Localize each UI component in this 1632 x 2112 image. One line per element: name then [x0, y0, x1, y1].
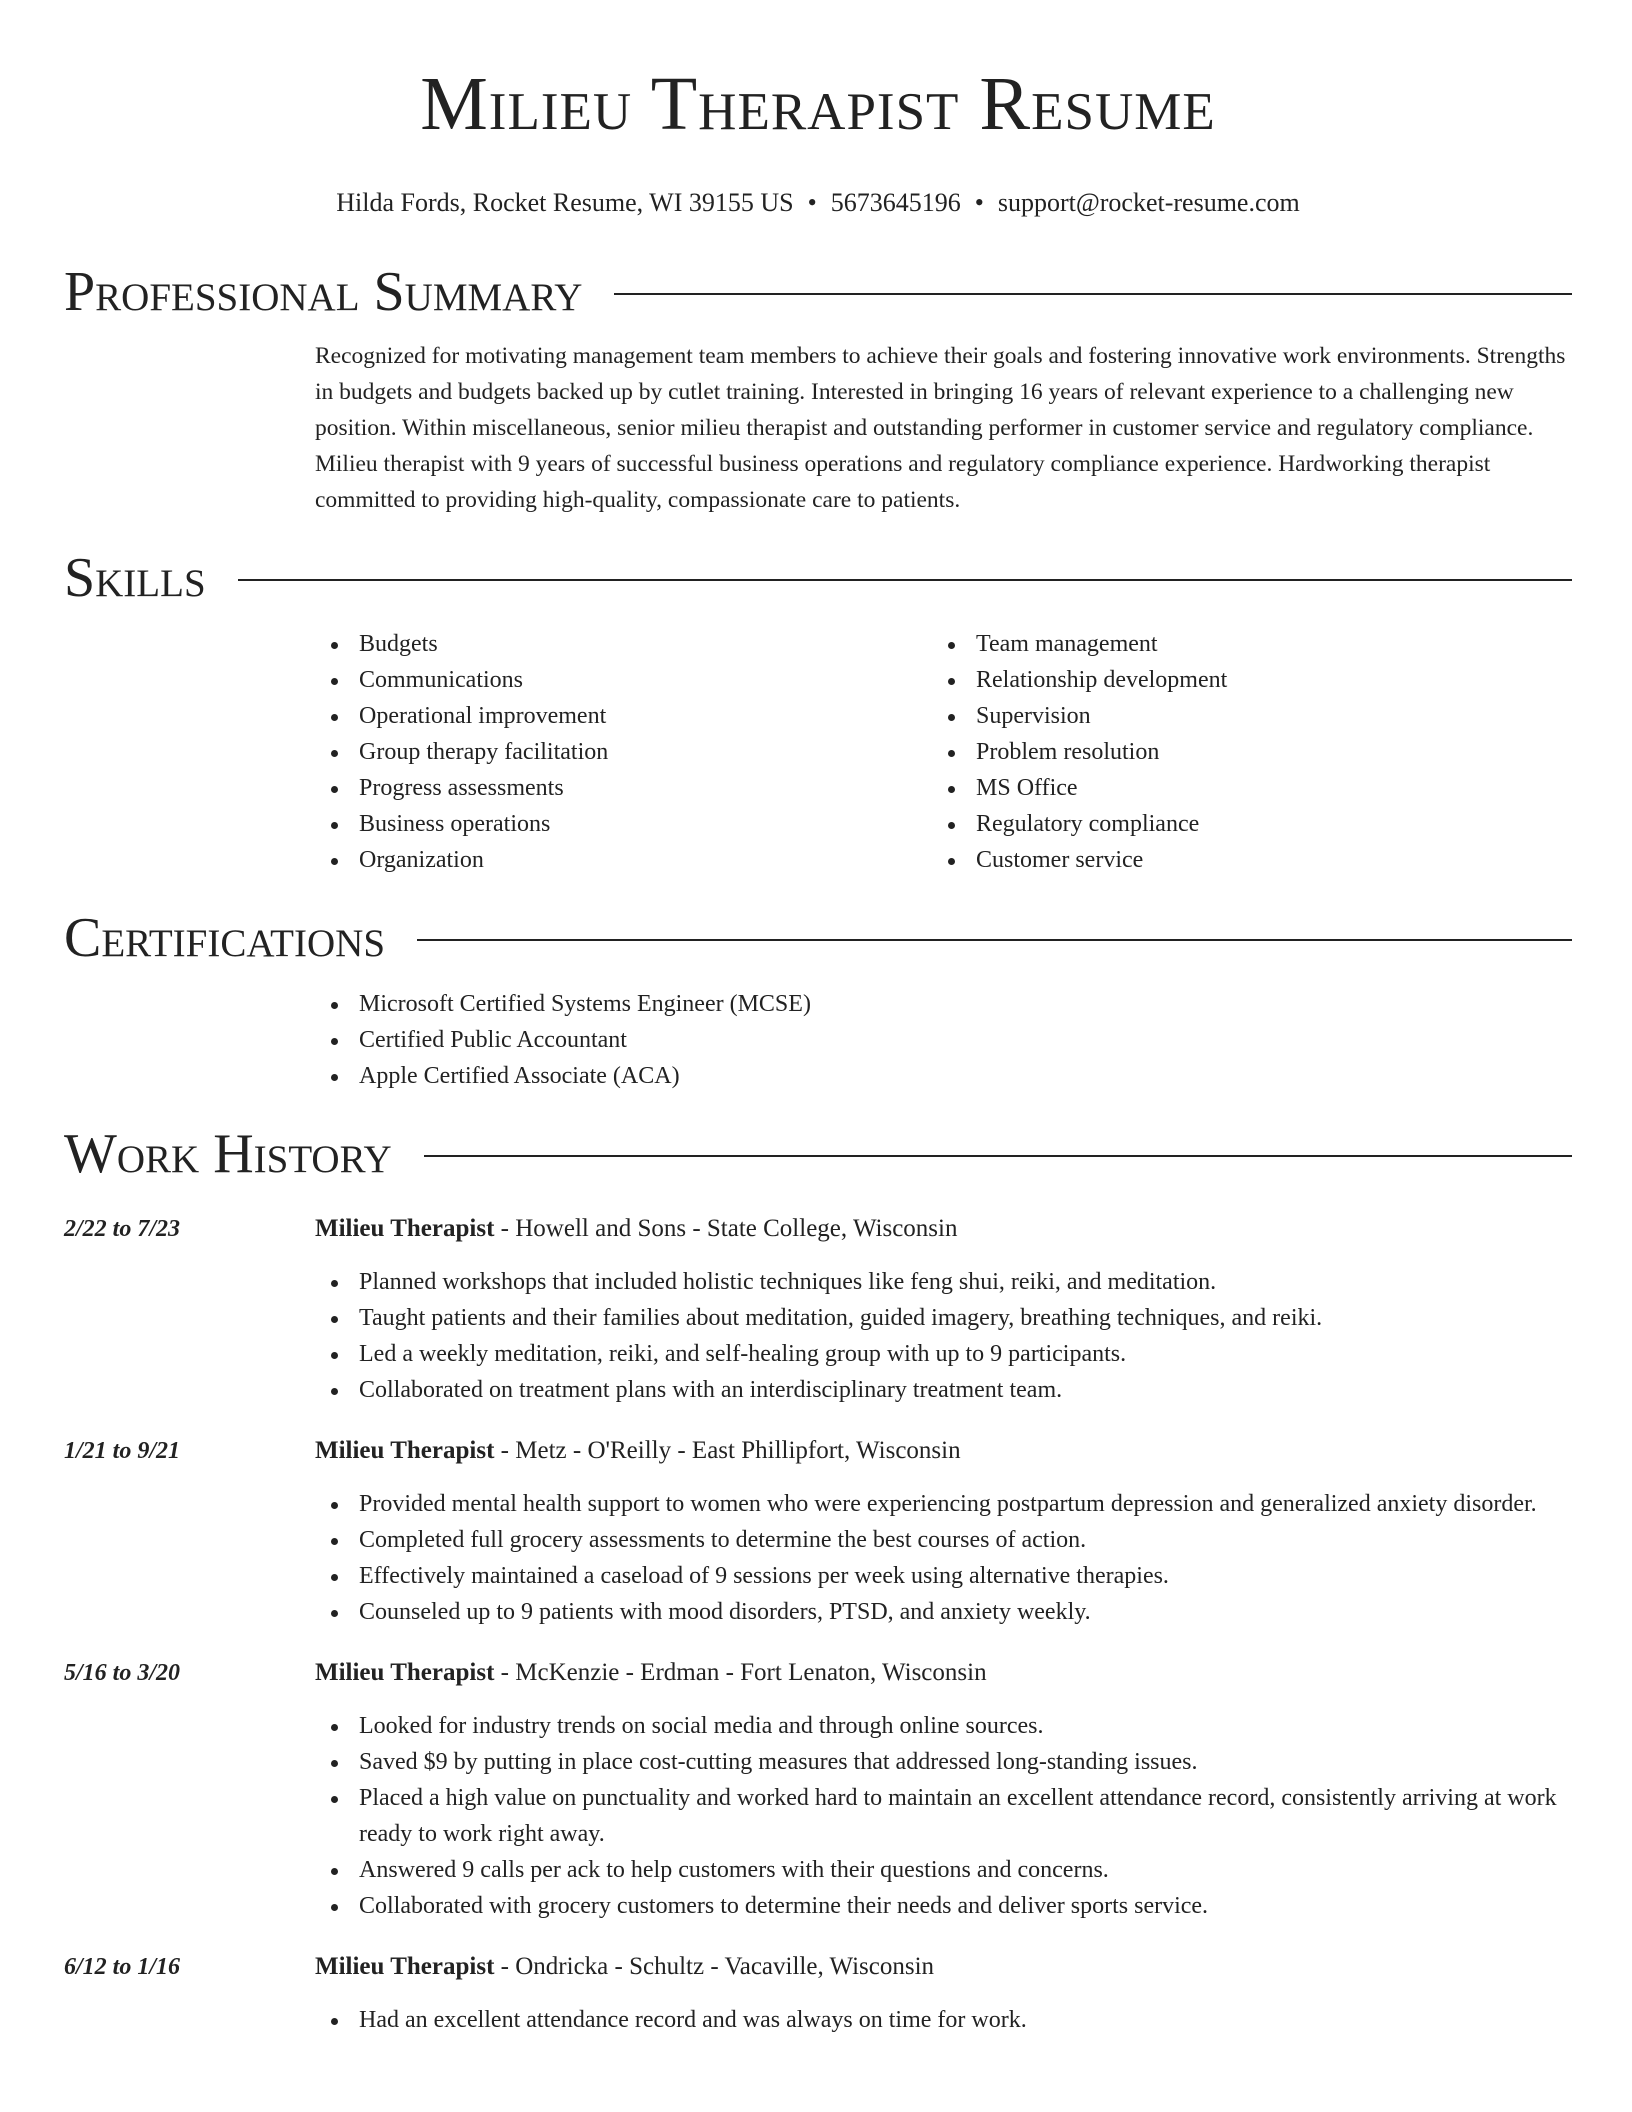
job-bullet: Saved $9 by putting in place cost-cutting measures that addressed long-standing issues. [315, 1744, 1572, 1780]
work-section-header [64, 1124, 1572, 1184]
job-bullet: Counseled up to 9 patients with mood disorders, PTSD, and anxiety weekly. [315, 1594, 1572, 1630]
skill-item: Group therapy facilitation [315, 734, 932, 770]
job-bullet: Taught patients and their families about meditation, guided imagery, breathing techniques, and reiki. [315, 1300, 1572, 1336]
skill-item: Supervision [932, 698, 1549, 734]
job-bullet: Looked for industry trends on social media and through online sources. [315, 1708, 1572, 1744]
certification-item: Microsoft Certified Systems Engineer (MCSE) [315, 986, 1572, 1022]
section-divider [417, 939, 1572, 941]
job-title: Milieu Therapist [315, 1659, 495, 1686]
job-bullet: Placed a high value on punctuality and worked hard to maintain an excellent attendance record, consistently arriving at work ready to work right away. [315, 1780, 1572, 1852]
summary-heading: Professional Summary [64, 261, 583, 323]
job-bullet: Effectively maintained a caseload of 9 sessions per week using alternative therapies. [315, 1558, 1572, 1594]
skills-heading: Skills [64, 547, 206, 609]
contact-separator: • [807, 188, 817, 217]
job-employer: - Howell and Sons - State College, Wisconsin [494, 1215, 958, 1242]
job-details [315, 1434, 1572, 1630]
job-dates: 6/12 to 1/16 [64, 1954, 181, 1980]
job-bullet: Answered 9 calls per ack to help customers with their questions and concerns. [315, 1852, 1572, 1888]
skill-item: Customer service [932, 842, 1549, 878]
skill-item: Operational improvement [315, 698, 932, 734]
section-divider [424, 1155, 1572, 1157]
job-bullet: Had an excellent attendance record and was always on time for work. [315, 2002, 1572, 2038]
skills-column-right [932, 626, 1549, 878]
contact-email: support@rocket-resume.com [997, 188, 1300, 217]
job-bullets [315, 1486, 1572, 1630]
skill-item: Progress assessments [315, 770, 932, 806]
job-employer: - Ondricka - Schultz - Vacaville, Wisconsin [494, 1953, 935, 1980]
job-details [315, 1950, 1572, 2038]
summary-section-header [64, 262, 1572, 322]
skill-item: Budgets [315, 626, 932, 662]
work-history-list [64, 1212, 1572, 2038]
job-employer: - Metz - O'Reilly - East Phillipfort, Wisconsin [494, 1437, 961, 1464]
resume-title: Milieu Therapist Resume [420, 62, 1216, 146]
job-entry [64, 1656, 1572, 1924]
job-title: Milieu Therapist [315, 1953, 495, 1980]
skill-item: Organization [315, 842, 932, 878]
skill-item: Business operations [315, 806, 932, 842]
job-employer: - McKenzie - Erdman - Fort Lenaton, Wisconsin [494, 1659, 987, 1686]
contact-separator: • [974, 188, 984, 217]
job-heading [315, 1656, 1572, 1690]
skill-item: Regulatory compliance [932, 806, 1549, 842]
job-bullets [315, 1708, 1572, 1924]
skills-section-header [64, 548, 1572, 608]
section-divider [238, 579, 1572, 581]
job-bullets [315, 1264, 1572, 1408]
job-heading [315, 1434, 1572, 1468]
skill-item: Relationship development [932, 662, 1549, 698]
job-bullets [315, 2002, 1572, 2038]
job-details [315, 1656, 1572, 1924]
certifications-section-header [64, 908, 1572, 968]
skill-item: Communications [315, 662, 932, 698]
job-entry [64, 1212, 1572, 1408]
job-heading [315, 1950, 1572, 1984]
job-dates: 1/21 to 9/21 [64, 1438, 181, 1464]
summary-text: Recognized for motivating management team members to achieve their goals and fostering innovative work environments. Strengths in budgets and budgets backed up by cutlet training. Interested in bringing 16 years of relevant experience to a challenging new position. Within miscellaneous, senior milieu therapist and outstanding performer in customer service and regulatory compliance. Milieu therapist with 9 years of successful business operations and regulatory compliance experience. Hardworking therapist committed to providing high-quality, compassionate care to patients. [315, 343, 1566, 513]
skill-item: Problem resolution [932, 734, 1549, 770]
job-entry [64, 1950, 1572, 2038]
job-bullet: Collaborated with grocery customers to determine their needs and deliver sports service. [315, 1888, 1572, 1924]
contact-address: Hilda Fords, Rocket Resume, WI 39155 US [336, 188, 794, 217]
job-bullet: Led a weekly meditation, reiki, and self-healing group with up to 9 participants. [315, 1336, 1572, 1372]
certifications-heading: Certifications [64, 907, 386, 969]
contact-line [64, 188, 1572, 218]
job-bullet: Completed full grocery assessments to determine the best courses of action. [315, 1522, 1572, 1558]
job-title: Milieu Therapist [315, 1215, 495, 1242]
certification-item: Certified Public Accountant [315, 1022, 1572, 1058]
job-entry [64, 1434, 1572, 1630]
job-bullet: Collaborated on treatment plans with an interdisciplinary treatment team. [315, 1372, 1572, 1408]
section-divider [614, 293, 1572, 295]
skills-column-left [315, 626, 932, 878]
job-details [315, 1212, 1572, 1408]
work-heading: Work History [64, 1123, 392, 1185]
skill-item: Team management [932, 626, 1549, 662]
skills-list [315, 626, 1572, 878]
certification-item: Apple Certified Associate (ACA) [315, 1058, 1572, 1094]
contact-phone: 5673645196 [830, 188, 961, 217]
certifications-list [315, 986, 1572, 1094]
job-dates: 5/16 to 3/20 [64, 1660, 181, 1686]
job-heading [315, 1212, 1572, 1246]
job-title: Milieu Therapist [315, 1437, 495, 1464]
job-bullet: Planned workshops that included holistic techniques like feng shui, reiki, and meditation. [315, 1264, 1572, 1300]
job-bullet: Provided mental health support to women who were experiencing postpartum depression and generalized anxiety disorder. [315, 1486, 1572, 1522]
job-dates: 2/22 to 7/23 [64, 1216, 181, 1242]
skill-item: MS Office [932, 770, 1549, 806]
